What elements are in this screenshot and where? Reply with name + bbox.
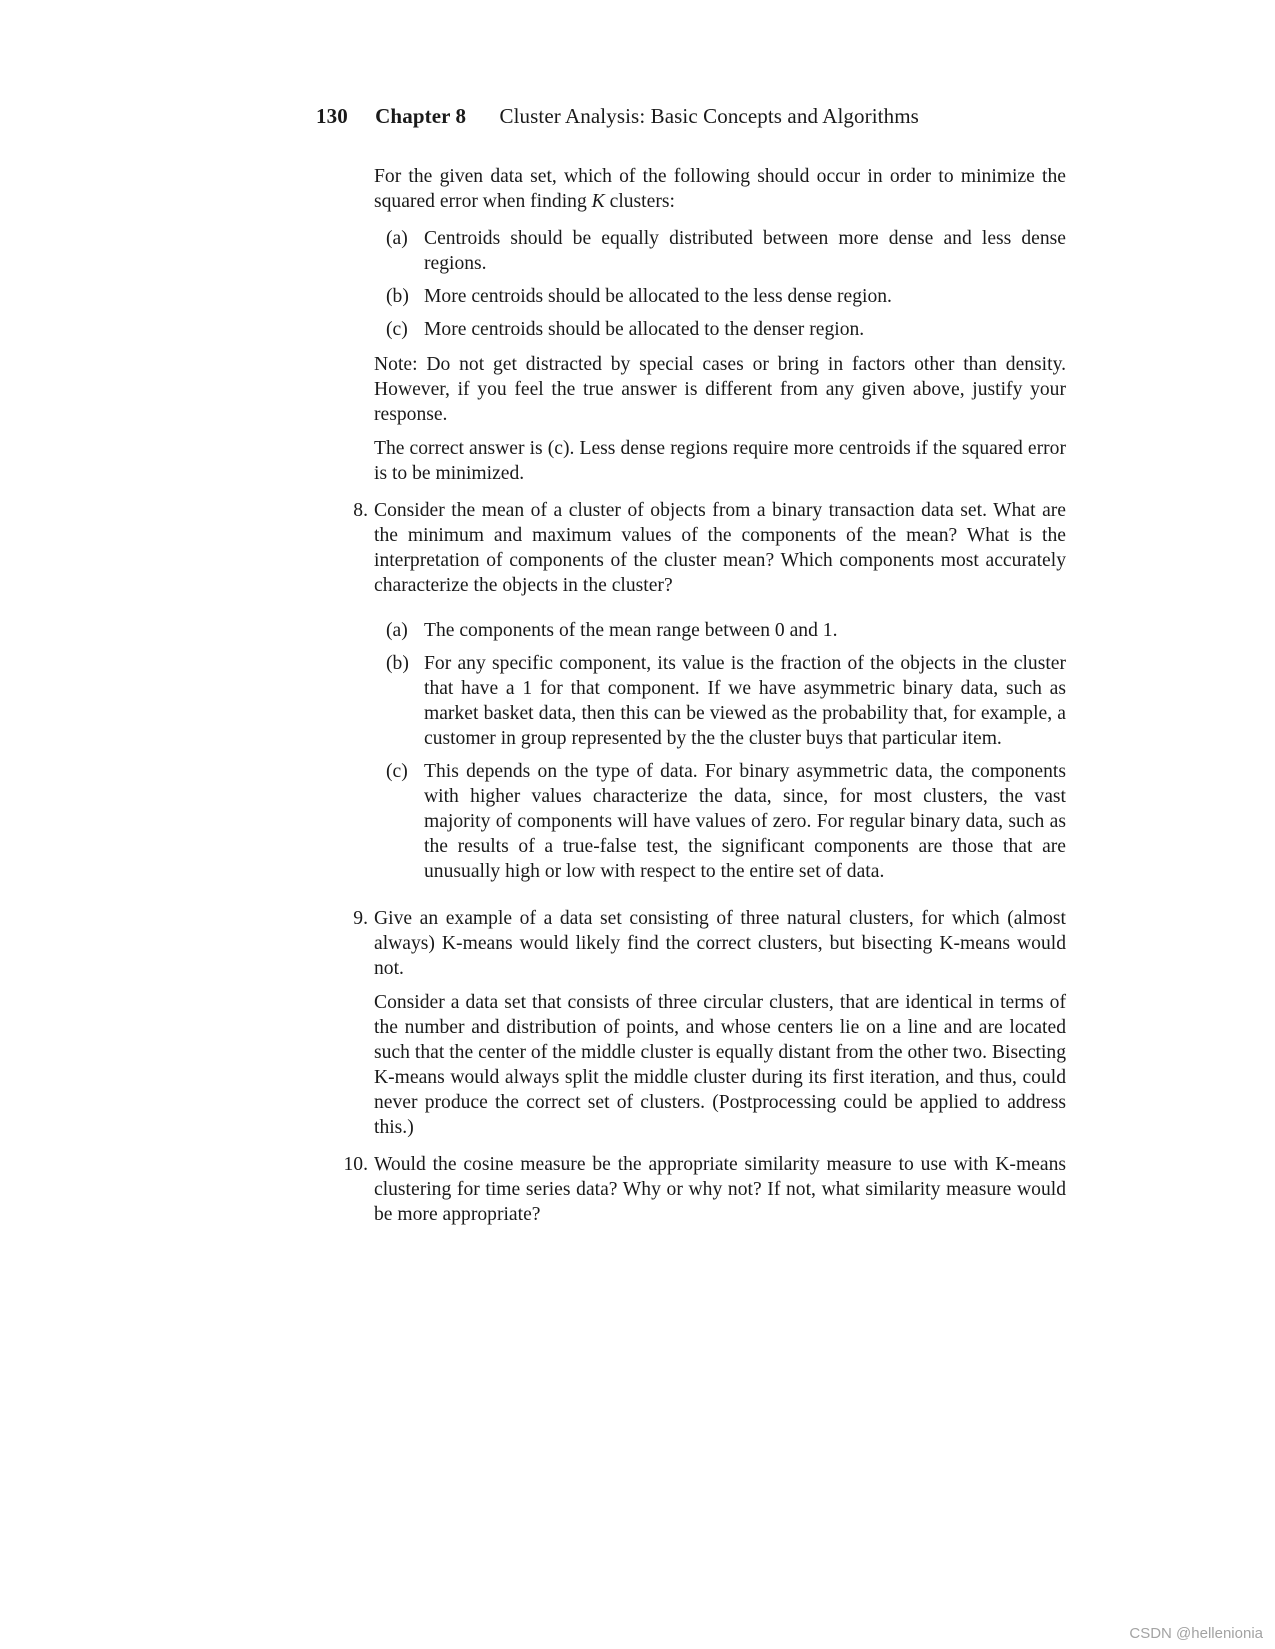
question-number: 8. <box>353 500 368 521</box>
option-a <box>374 226 1066 276</box>
answer-a <box>374 618 1066 643</box>
option-text: More centroids should be allocated to the denser region. <box>424 319 865 340</box>
answer-b <box>374 651 1066 751</box>
page-number: 130 <box>316 104 348 128</box>
question-text: Give an example of a data set consisting of three natural clusters, for which (almost always) K-means would likely find the correct clusters, but bisecting K-means would not. <box>374 908 1066 979</box>
variable-k: K <box>591 191 605 212</box>
page-body <box>343 164 1066 1236</box>
option-label: (c) <box>386 319 408 340</box>
intro-text: For the given data set, which of the following should occur in order to minimize the squared error when finding <box>374 166 1066 212</box>
option-c <box>374 317 1066 342</box>
note-paragraph: Note: Do not get distracted by special cases or bring in factors other than density. However, if you feel the true answer is different from any given above, justify your response. <box>374 354 1066 425</box>
option-label: (a) <box>386 228 408 249</box>
answer-text: For any specific component, its value is the fraction of the objects in the cluster that have a 1 for that component. If we have asymmetric binary data, such as market basket data, then this can be viewed as the probability that, for example, a customer in group represented by the the cluster buys that particular item. <box>424 653 1066 749</box>
continuation-intro <box>374 164 1066 214</box>
option-label: (b) <box>386 286 409 307</box>
answer-paragraph: Consider a data set that consists of three circular clusters, that are identical in terms of the number and distribution of points, and whose centers lie on a line and are located such that the center of the middle cluster is equally distant from the other two. Bisecting K-means would always split the middle cluster during its first iteration, and thus, could never produce the correct set of clusters. (Postprocessing could be applied to address this.) <box>374 992 1066 1138</box>
answer-c <box>374 759 1066 884</box>
answer-list <box>374 618 1066 884</box>
answer-paragraph: The correct answer is (c). Less dense regions require more centroids if the squared error is to be minimized. <box>374 438 1066 484</box>
option-b <box>374 284 1066 309</box>
answer-text: This depends on the type of data. For binary asymmetric data, the components with higher values characterize the data, since, for most clusters, the vast majority of components will have values of zero. For regular binary data, such as the results of a true-false test, the significant components are those that are unusually high or low with respect to the entire set of data. <box>424 761 1066 882</box>
watermark: CSDN @hellenionia <box>1129 1625 1263 1642</box>
intro-text-end: clusters: <box>604 191 675 212</box>
question-10 <box>343 1152 1066 1227</box>
running-header <box>316 104 919 129</box>
question-9 <box>353 906 1066 1140</box>
chapter-title: Cluster Analysis: Basic Concepts and Algorithms <box>499 104 919 128</box>
answer-text: The components of the mean range between 0 and 1. <box>424 620 838 641</box>
question-number: 10. <box>343 1154 368 1175</box>
question-number: 9. <box>353 908 368 929</box>
option-text: More centroids should be allocated to the less dense region. <box>424 286 892 307</box>
question-text: Consider the mean of a cluster of objects from a binary transaction data set. What are the minimum and maximum values of the components of the mean? What is the interpretation of components of the cluster mean? Which components most accurately characterize the objects in the cluster? <box>374 500 1066 596</box>
chapter-label: Chapter 8 <box>375 104 467 128</box>
options-list <box>374 226 1066 342</box>
option-text: Centroids should be equally distributed between more dense and less dense regions. <box>424 228 1066 274</box>
answer-label: (c) <box>386 761 408 782</box>
answer-label: (a) <box>386 620 408 641</box>
answer-label: (b) <box>386 653 409 674</box>
question-8 <box>353 498 1066 884</box>
question-text: Would the cosine measure be the appropriate similarity measure to use with K-means clustering for time series data? Why or why not? If not, what similarity measure would be more appropriate? <box>374 1154 1066 1225</box>
